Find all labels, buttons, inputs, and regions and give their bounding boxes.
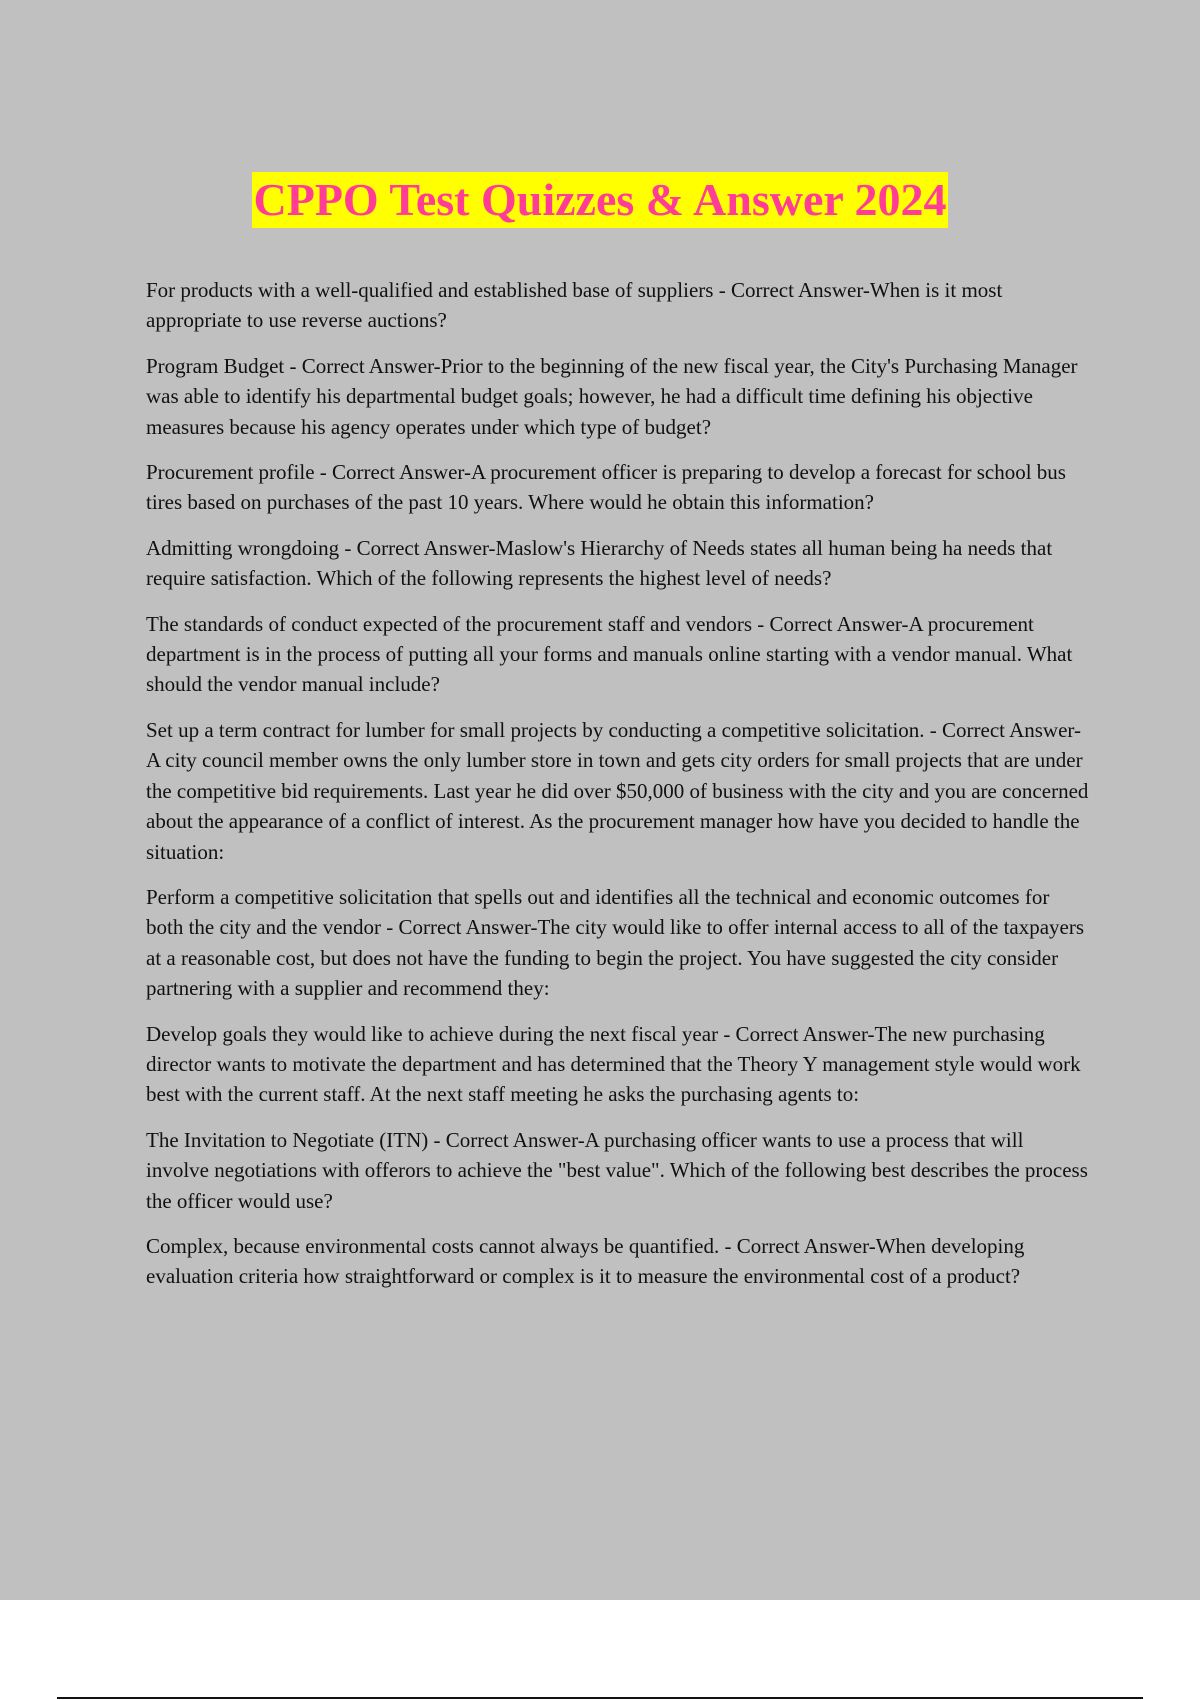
qa-item: Develop goals they would like to achieve during the next fiscal year - Correct Answer-The new purchasing director wants to motivate the department and has determined that the Theory Y management style would work best with the current staff. At the next staff meeting he asks the purchasing agents to: <box>146 1021 1081 1107</box>
qa-item: The Invitation to Negotiate (ITN) - Correct Answer-A purchasing officer wants to use a process that will involve negotiations with offerors to achieve the "best value". Which of the following best describes the process the officer would use? <box>146 1127 1088 1213</box>
qa-item: The standards of conduct expected of the procurement staff and vendors - Correct Answer-A procurement department is in the process of putting all your forms and manuals online starting with a vendor manual. What should the vendor manual include? <box>146 611 1073 697</box>
qa-item: Program Budget - Correct Answer-Prior to the beginning of the new fiscal year, the City's Purchasing Manager was able to identify his departmental budget goals; however, he had a difficult time defining his objective measures because his agency operates under which type of budget? <box>146 353 1078 439</box>
title-block <box>0 172 1200 228</box>
qa-item: For products with a well-qualified and established base of suppliers - Correct Answer-When is it most appropriate to use reverse auctions? <box>146 278 1003 333</box>
qa-item: Admitting wrongdoing - Correct Answer-Maslow's Hierarchy of Needs states all human being ha needs that require satisfaction. Which of the following represents the highest level of needs? <box>146 535 1053 591</box>
qa-item: Complex, because environmental costs cannot always be quantified. - Correct Answer-When developing evaluation criteria how straightforward or complex is it to measure the environmental cost of a product? <box>146 1233 1025 1289</box>
footer-divider <box>57 1697 1143 1699</box>
qa-item: Set up a term contract for lumber for small projects by conducting a competitive solicitation. - Correct Answer-A city council member owns the only lumber store in town and gets city orders for small projects that are under the competitive bid requirements. Last year he did over $50,000 of business with the city and you are concerned about the appearance of a conflict of interest. As the procurement manager how have you decided to handle the situation: <box>146 717 1089 864</box>
qa-item: Procurement profile - Correct Answer-A procurement officer is preparing to develop a forecast for school bus tires based on purchases of the past 10 years. Where would he obtain this information? <box>146 460 1066 515</box>
qa-list <box>146 275 1091 1307</box>
qa-item: Perform a competitive solicitation that spells out and identifies all the technical and economic outcomes for both the city and the vendor - Correct Answer-The city would like to offer internal access to all of the taxpayers at a reasonable cost, but does not have the funding to begin the project. You have suggested the city consider partnering with a supplier and recommend they: <box>146 884 1085 1001</box>
page-title: CPPO Test Quizzes & Answer 2024 <box>252 172 949 228</box>
